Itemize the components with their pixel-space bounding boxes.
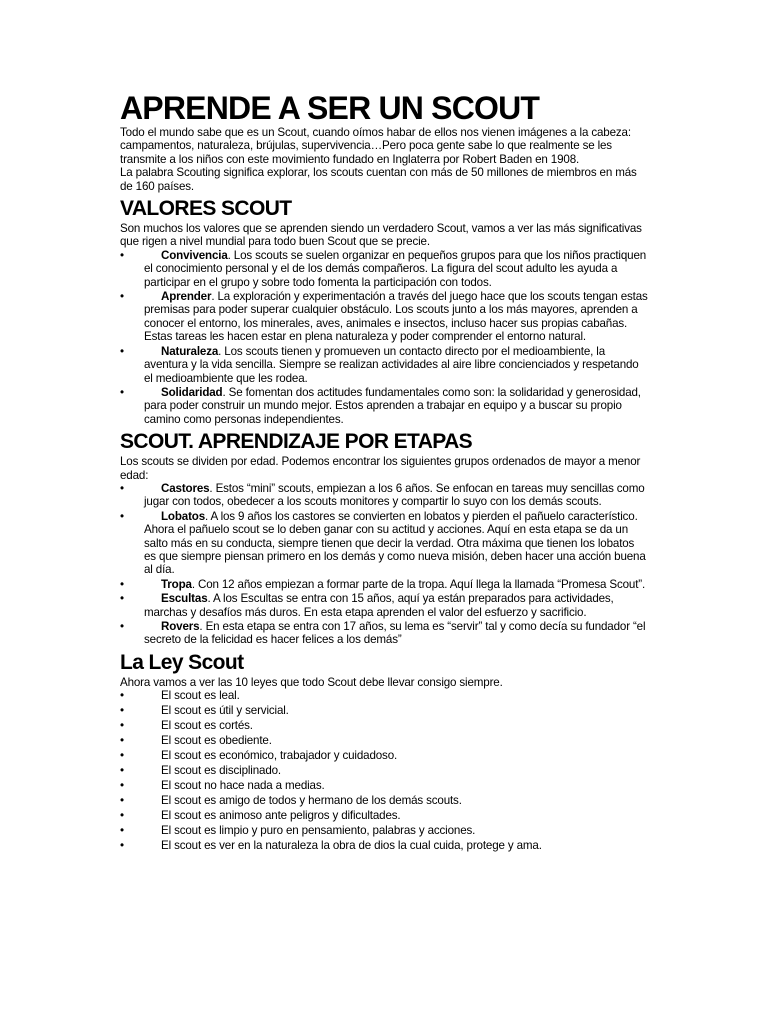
item-text: El scout es cortés.: [161, 719, 253, 733]
item-text: . Los scouts tienen y promueven un contacto directo por el medioambiente, la aventura y la vida sencilla. Siempre se realizan actividades al aire libre concienciados y respetando el medioambiente que les rodea.: [144, 344, 639, 385]
item-term: Solidaridad: [161, 385, 223, 399]
document-body: [120, 90, 648, 854]
list-item: [120, 824, 648, 837]
list-item: [120, 345, 648, 385]
list-item: [120, 249, 648, 289]
list-item: [120, 592, 648, 619]
item-text: El scout es obediente.: [161, 734, 272, 748]
bullet-icon: •: [120, 592, 124, 606]
item-text: . A los 9 años los castores se convierten en lobatos y pierden el pañuelo característico. Ahora el pañuelo scout se lo deben ganar con su actitud y acciones. Aquí en esta etapa se da un salto más en su conducta, siempre tienen que decir la verdad. Otra máxima que tienen los lobatos es que siempre piensan primero en los demás y como nueva misión, deben hacer una acción buena al día.: [144, 509, 646, 577]
bullet-icon: •: [120, 620, 124, 633]
list-item: [120, 779, 648, 792]
item-text: . A los Escultas se entra con 15 años, aquí ya están preparados para actividades, marchas y desafíos más duros. En esta etapa aprenden el valor del esfuerzo y sacrificio.: [144, 592, 614, 619]
item-text: El scout es disciplinado.: [161, 764, 281, 778]
list-item: [120, 482, 648, 509]
list-item: [120, 704, 648, 717]
bullet-icon: •: [120, 779, 124, 793]
item-term: Naturaleza: [161, 344, 219, 358]
bullet-icon: •: [120, 794, 124, 808]
section-heading-ley: La Ley Scout: [120, 650, 244, 674]
ley-list: [120, 689, 648, 852]
item-text: . Con 12 años empiezan a formar parte de la tropa. Aquí llega la llamada “Promesa Scout”.: [191, 577, 646, 591]
bullet-icon: •: [120, 809, 124, 823]
list-item: [120, 290, 648, 344]
document-title: APRENDE A SER UN SCOUT: [120, 90, 540, 126]
valores-list: [120, 249, 648, 426]
intro-paragraph: Todo el mundo sabe que es un Scout, cuando oímos habar de ellos nos vienen imágenes a la cabeza: campamentos, naturaleza, brújulas, supervivencia…Pero poca gente sabe lo que realmente se les transmite a los niños con este movimiento fundado en Inglaterra por Robert Baden en 1908.: [120, 126, 631, 166]
bullet-icon: •: [120, 577, 124, 591]
etapas-list: [120, 482, 648, 647]
item-term: Rovers: [161, 620, 200, 633]
item-text: El scout no hace nada a medias.: [161, 779, 325, 793]
item-term: Aprender: [161, 290, 212, 304]
item-text: El scout es útil y servicial.: [161, 704, 289, 718]
list-item: [120, 689, 648, 702]
bullet-icon: •: [120, 481, 124, 495]
bullet-icon: •: [120, 734, 124, 748]
list-item: [120, 794, 648, 807]
ley-intro: Ahora vamos a ver las 10 leyes que todo Scout debe llevar consigo siempre.: [120, 675, 503, 689]
etapas-intro: Los scouts se dividen por edad. Podemos encontrar los siguientes grupos ordenados de mayor a menor edad:: [120, 455, 641, 482]
list-item: [120, 839, 648, 852]
bullet-icon: •: [120, 839, 124, 853]
item-text: El scout es limpio y puro en pensamiento, palabras y acciones.: [161, 824, 476, 838]
list-item: [120, 510, 648, 577]
item-text: El scout es ver en la naturaleza la obra de dios la cual cuida, protege y ama.: [161, 839, 542, 853]
list-item: [120, 734, 648, 747]
list-item: [120, 578, 648, 591]
item-text: El scout es animoso ante peligros y dificultades.: [161, 809, 401, 823]
item-term: Castores: [161, 481, 210, 495]
item-text: . Los scouts se suelen organizar en pequeños grupos para que los niños practiquen el conocimiento personal y el de los demás compañeros. La figura del scout adulto les ayuda a participar en el grupo y sobre todo fomenta la participación con todos.: [144, 248, 647, 289]
list-item: [120, 620, 648, 647]
list-item: [120, 764, 648, 777]
bullet-icon: •: [120, 764, 124, 778]
item-term: Escultas: [161, 592, 208, 606]
intro-paragraph: La palabra Scouting significa explorar, los scouts cuentan con más de 50 millones de miembros en más de 160 países.: [120, 166, 637, 193]
list-item: [120, 809, 648, 822]
item-text: El scout es leal.: [161, 689, 240, 703]
bullet-icon: •: [120, 344, 124, 358]
bullet-icon: •: [120, 704, 124, 718]
item-term: Lobatos: [161, 509, 206, 523]
valores-intro: Son muchos los valores que se aprenden siendo un verdadero Scout, vamos a ver las más significativas que rigen a nivel mundial para todo buen Scout que se precie.: [120, 222, 642, 249]
bullet-icon: •: [120, 385, 124, 399]
item-text: . La exploración y experimentación a través del juego hace que los scouts tengan estas premisas para poder superar cualquier obstáculo. Los scouts junto a los más mayores, aprenden a conocer el entorno, los minerales, aves, animales e insectos, incluso hacer sus propias cabañas. Estas tareas les hacen estar en plena naturaleza y poder comprender el entorno natural.: [144, 290, 648, 344]
bullet-icon: •: [120, 248, 124, 262]
bullet-icon: •: [120, 719, 124, 733]
item-term: Convivencia: [161, 248, 228, 262]
bullet-icon: •: [120, 749, 124, 763]
bullet-icon: •: [120, 290, 124, 304]
section-heading-etapas: SCOUT. APRENDIZAJE POR ETAPAS: [120, 430, 473, 454]
list-item: [120, 386, 648, 426]
item-term: Tropa: [161, 577, 192, 591]
item-text: . Se fomentan dos actitudes fundamentales como son: la solidaridad y generosidad, para poder construir un mundo mejor. Estos aprenden a trabajar en equipo y a buscar su propio camino como personas independientes.: [144, 385, 641, 426]
list-item: [120, 749, 648, 762]
item-text: El scout es amigo de todos y hermano de los demás scouts.: [161, 794, 462, 808]
item-text: El scout es económico, trabajador y cuidadoso.: [161, 749, 398, 763]
list-item: [120, 719, 648, 732]
bullet-icon: •: [120, 824, 124, 838]
bullet-icon: •: [120, 689, 124, 703]
bullet-icon: •: [120, 509, 124, 523]
section-heading-valores: VALORES SCOUT: [120, 197, 292, 221]
item-text: . En esta etapa se entra con 17 años, su lema es “servir” tal y como decía su fundador “el secreto de la felicidad es hacer felices a los demás”: [144, 620, 646, 647]
item-text: . Estos “mini” scouts, empiezan a los 6 años. Se enfocan en tareas muy sencillas como jugar con todos, obedecer a los scouts monitores y compartir lo suyo con los demás scouts.: [144, 481, 645, 509]
